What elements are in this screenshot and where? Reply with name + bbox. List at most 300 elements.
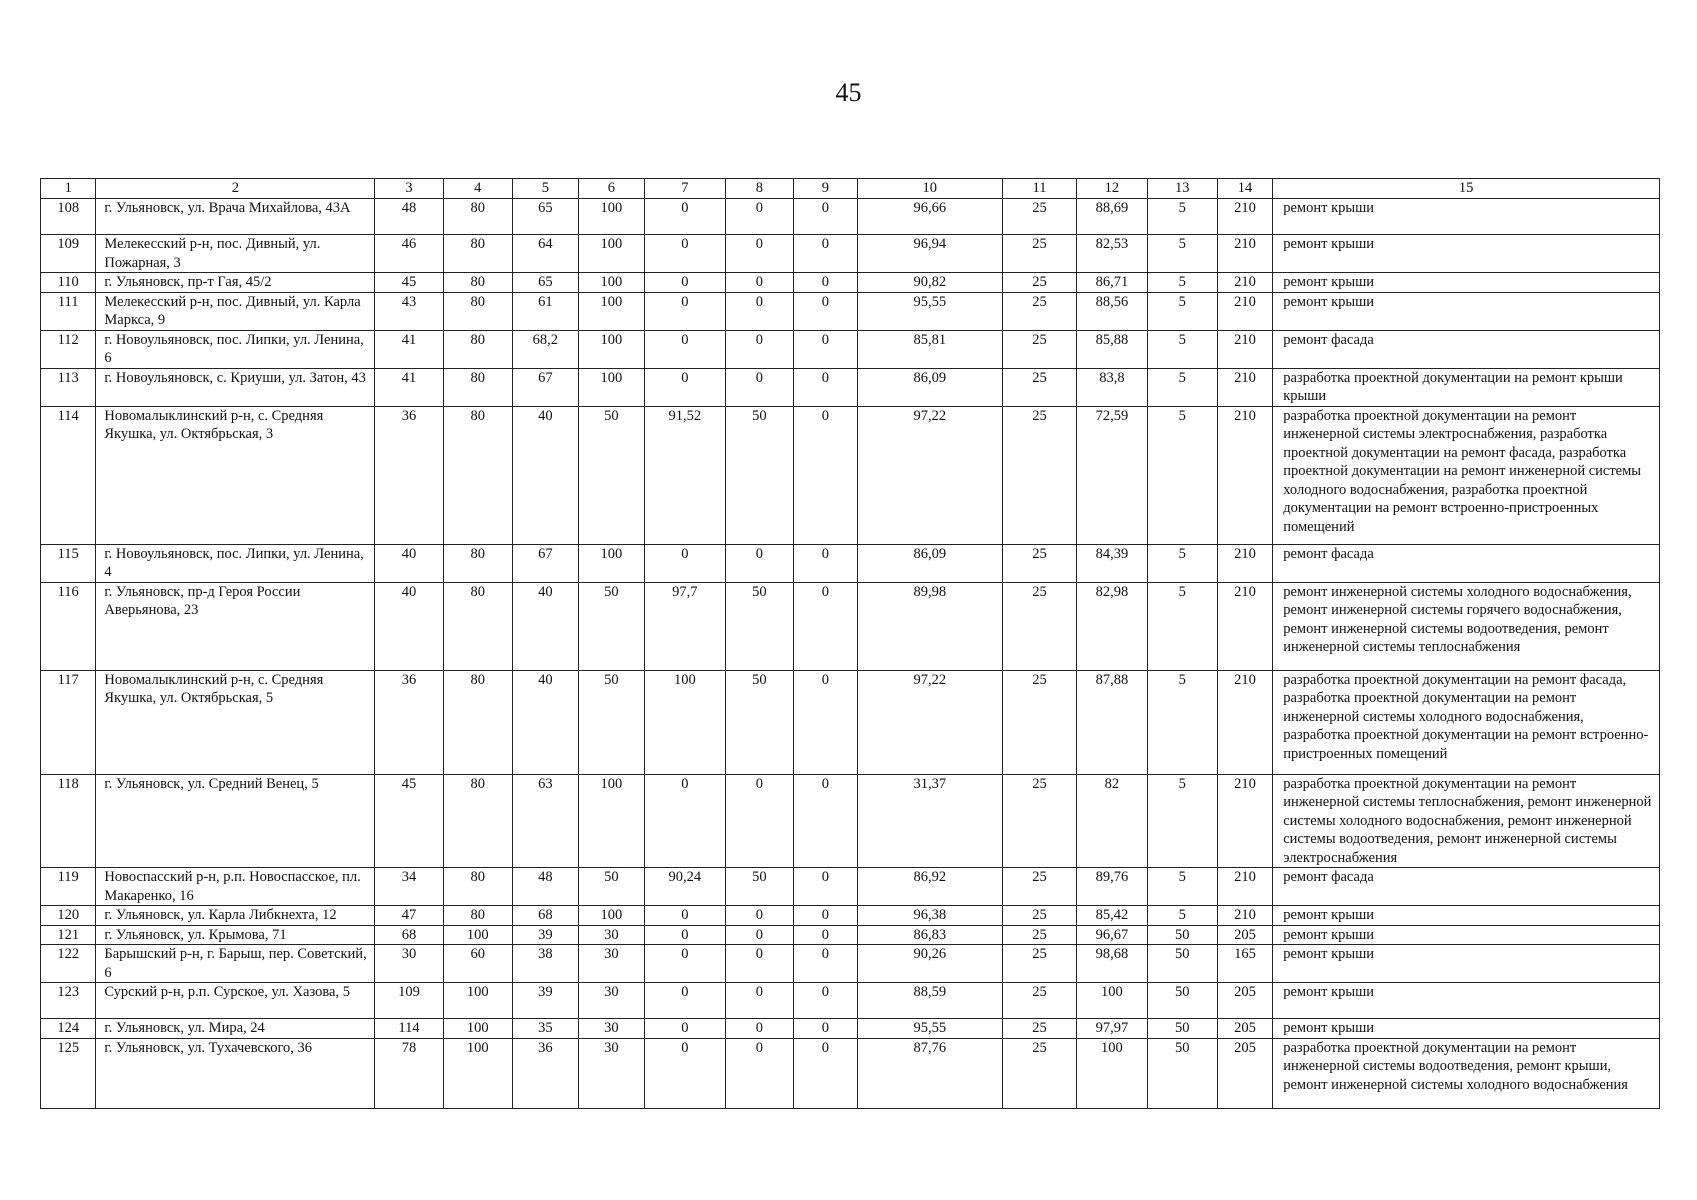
cell-c11: 25: [1002, 582, 1077, 670]
cell-c12: 82: [1077, 774, 1147, 868]
column-header-8: 8: [725, 179, 793, 199]
row-number-cell: 123: [41, 983, 96, 1019]
cell-c9: 0: [793, 544, 857, 582]
work-description-cell: ремонт фасада: [1273, 544, 1660, 582]
column-header-5: 5: [512, 179, 578, 199]
table-row: [41, 983, 1660, 1019]
address-cell: Сурский р-н, р.п. Сурское, ул. Хазова, 5: [96, 983, 375, 1019]
table-row: [41, 199, 1660, 235]
cell-c7: 0: [644, 199, 725, 235]
address-cell: г. Ульяновск, ул. Средний Венец, 5: [96, 774, 375, 868]
cell-c10: 96,94: [857, 235, 1002, 273]
cell-c11: 25: [1002, 292, 1077, 330]
cell-c5: 48: [512, 868, 578, 906]
cell-c12: 100: [1077, 983, 1147, 1019]
cell-c3: 43: [375, 292, 443, 330]
cell-c9: 0: [793, 199, 857, 235]
cell-c6: 100: [578, 273, 644, 293]
cell-c11: 25: [1002, 670, 1077, 774]
cell-c8: 0: [725, 368, 793, 406]
column-header-6: 6: [578, 179, 644, 199]
cell-c12: 82,98: [1077, 582, 1147, 670]
cell-c11: 25: [1002, 945, 1077, 983]
cell-c6: 30: [578, 1038, 644, 1108]
cell-c4: 80: [443, 906, 512, 926]
cell-c7: 0: [644, 774, 725, 868]
column-header-1: 1: [41, 179, 96, 199]
cell-c12: 88,69: [1077, 199, 1147, 235]
cell-c8: 0: [725, 273, 793, 293]
cell-c14: 210: [1217, 199, 1272, 235]
cell-c7: 91,52: [644, 406, 725, 544]
cell-c11: 25: [1002, 544, 1077, 582]
table-row: [41, 406, 1660, 544]
cell-c10: 86,09: [857, 544, 1002, 582]
cell-c4: 80: [443, 406, 512, 544]
page-number: 45: [835, 78, 862, 107]
cell-c8: 0: [725, 235, 793, 273]
cell-c9: 0: [793, 906, 857, 926]
cell-c4: 80: [443, 670, 512, 774]
address-cell: г. Новоульяновск, пос. Липки, ул. Ленина, 4: [96, 544, 375, 582]
cell-c14: 205: [1217, 1038, 1272, 1108]
row-number-cell: 110: [41, 273, 96, 293]
cell-c11: 25: [1002, 1038, 1077, 1108]
cell-c7: 0: [644, 983, 725, 1019]
cell-c8: 50: [725, 582, 793, 670]
cell-c4: 80: [443, 868, 512, 906]
cell-c12: 85,88: [1077, 330, 1147, 368]
cell-c5: 39: [512, 983, 578, 1019]
cell-c6: 100: [578, 235, 644, 273]
cell-c8: 50: [725, 868, 793, 906]
cell-c4: 80: [443, 235, 512, 273]
work-description-cell: ремонт крыши: [1273, 983, 1660, 1019]
cell-c14: 210: [1217, 774, 1272, 868]
cell-c3: 40: [375, 582, 443, 670]
cell-c3: 48: [375, 199, 443, 235]
cell-c6: 100: [578, 292, 644, 330]
cell-c12: 100: [1077, 1038, 1147, 1108]
cell-c3: 47: [375, 906, 443, 926]
cell-c14: 210: [1217, 273, 1272, 293]
cell-c12: 82,53: [1077, 235, 1147, 273]
cell-c11: 25: [1002, 925, 1077, 945]
cell-c8: 0: [725, 544, 793, 582]
table-row: [41, 235, 1660, 273]
cell-c14: 210: [1217, 544, 1272, 582]
table-row: [41, 868, 1660, 906]
row-number-cell: 119: [41, 868, 96, 906]
work-description-cell: ремонт крыши: [1273, 1019, 1660, 1039]
cell-c13: 5: [1147, 292, 1217, 330]
row-number-cell: 114: [41, 406, 96, 544]
cell-c13: 5: [1147, 330, 1217, 368]
cell-c9: 0: [793, 273, 857, 293]
cell-c5: 67: [512, 368, 578, 406]
table-row: [41, 582, 1660, 670]
address-cell: Новомалыклинский р-н, с. Средняя Якушка, ул. Октябрьская, 3: [96, 406, 375, 544]
column-header-10: 10: [857, 179, 1002, 199]
cell-c5: 35: [512, 1019, 578, 1039]
cell-c12: 96,67: [1077, 925, 1147, 945]
cell-c9: 0: [793, 774, 857, 868]
header-row: [41, 179, 1660, 199]
cell-c5: 63: [512, 774, 578, 868]
cell-c12: 86,71: [1077, 273, 1147, 293]
cell-c7: 0: [644, 906, 725, 926]
cell-c8: 0: [725, 925, 793, 945]
cell-c9: 0: [793, 368, 857, 406]
work-description-cell: разработка проектной документации на ремонт инженерной системы водоотведения, ремонт крыши, ремонт инженерной системы холодного водоснабжения: [1273, 1038, 1660, 1108]
cell-c4: 80: [443, 199, 512, 235]
cell-c10: 88,59: [857, 983, 1002, 1019]
cell-c7: 0: [644, 925, 725, 945]
cell-c9: 0: [793, 292, 857, 330]
table-row: [41, 670, 1660, 774]
cell-c8: 50: [725, 670, 793, 774]
cell-c5: 39: [512, 925, 578, 945]
cell-c7: 0: [644, 368, 725, 406]
cell-c5: 36: [512, 1038, 578, 1108]
work-description-cell: разработка проектной документации на ремонт инженерной системы теплоснабжения, ремонт инженерной системы холодного водоснабжения, ремонт инженерной системы водоотведения, ремонт инженерной системы электроснабжения: [1273, 774, 1660, 868]
cell-c5: 40: [512, 406, 578, 544]
table-row: [41, 273, 1660, 293]
work-description-cell: ремонт инженерной системы холодного водоснабжения, ремонт инженерной системы горячего водоснабжения, ремонт инженерной системы водоотведения, ремонт инженерной системы теплоснабжения: [1273, 582, 1660, 670]
work-description-cell: ремонт крыши: [1273, 906, 1660, 926]
cell-c13: 50: [1147, 945, 1217, 983]
cell-c8: 0: [725, 774, 793, 868]
address-cell: г. Ульяновск, ул. Врача Михайлова, 43А: [96, 199, 375, 235]
cell-c12: 72,59: [1077, 406, 1147, 544]
column-header-2: 2: [96, 179, 375, 199]
address-cell: г. Ульяновск, ул. Мира, 24: [96, 1019, 375, 1039]
cell-c14: 210: [1217, 368, 1272, 406]
cell-c10: 31,37: [857, 774, 1002, 868]
cell-c3: 114: [375, 1019, 443, 1039]
cell-c10: 96,66: [857, 199, 1002, 235]
cell-c6: 50: [578, 582, 644, 670]
cell-c10: 95,55: [857, 292, 1002, 330]
address-cell: г. Ульяновск, ул. Тухачевского, 36: [96, 1038, 375, 1108]
cell-c10: 97,22: [857, 670, 1002, 774]
cell-c10: 87,76: [857, 1038, 1002, 1108]
cell-c6: 30: [578, 945, 644, 983]
cell-c7: 97,7: [644, 582, 725, 670]
address-cell: г. Ульяновск, ул. Карла Либкнехта, 12: [96, 906, 375, 926]
work-description-cell: ремонт крыши: [1273, 235, 1660, 273]
address-cell: г. Новоульяновск, пос. Липки, ул. Ленина, 6: [96, 330, 375, 368]
cell-c6: 100: [578, 544, 644, 582]
cell-c13: 5: [1147, 582, 1217, 670]
row-number-cell: 124: [41, 1019, 96, 1039]
cell-c5: 68,2: [512, 330, 578, 368]
column-header-3: 3: [375, 179, 443, 199]
cell-c8: 50: [725, 406, 793, 544]
address-cell: г. Ульяновск, ул. Крымова, 71: [96, 925, 375, 945]
cell-c13: 5: [1147, 906, 1217, 926]
cell-c5: 67: [512, 544, 578, 582]
cell-c6: 100: [578, 906, 644, 926]
cell-c14: 210: [1217, 906, 1272, 926]
cell-c9: 0: [793, 582, 857, 670]
work-description-cell: разработка проектной документации на ремонт инженерной системы электроснабжения, разработка проектной документации на ремонт фасада, разработка проектной документации на ремонт инженерной системы холодного водоснабжения, разработка проектной документации на ремонт встроенно-пристроенных помещений: [1273, 406, 1660, 544]
cell-c8: 0: [725, 330, 793, 368]
cell-c10: 90,26: [857, 945, 1002, 983]
cell-c13: 50: [1147, 983, 1217, 1019]
data-table: [40, 178, 1660, 1109]
row-number-cell: 113: [41, 368, 96, 406]
cell-c13: 5: [1147, 199, 1217, 235]
cell-c4: 80: [443, 292, 512, 330]
cell-c4: 100: [443, 1038, 512, 1108]
address-cell: г. Ульяновск, пр-д Героя России Аверьянова, 23: [96, 582, 375, 670]
cell-c11: 25: [1002, 868, 1077, 906]
column-header-14: 14: [1217, 179, 1272, 199]
work-description-cell: ремонт крыши: [1273, 945, 1660, 983]
cell-c12: 83,8: [1077, 368, 1147, 406]
cell-c3: 40: [375, 544, 443, 582]
cell-c11: 25: [1002, 983, 1077, 1019]
cell-c10: 90,82: [857, 273, 1002, 293]
cell-c4: 80: [443, 582, 512, 670]
cell-c5: 68: [512, 906, 578, 926]
table-row: [41, 368, 1660, 406]
row-number-cell: 117: [41, 670, 96, 774]
cell-c5: 38: [512, 945, 578, 983]
cell-c12: 87,88: [1077, 670, 1147, 774]
cell-c12: 88,56: [1077, 292, 1147, 330]
cell-c11: 25: [1002, 330, 1077, 368]
column-header-4: 4: [443, 179, 512, 199]
work-description-cell: ремонт фасада: [1273, 868, 1660, 906]
cell-c9: 0: [793, 670, 857, 774]
cell-c12: 89,76: [1077, 868, 1147, 906]
cell-c7: 0: [644, 1038, 725, 1108]
cell-c4: 80: [443, 330, 512, 368]
cell-c13: 5: [1147, 868, 1217, 906]
cell-c10: 97,22: [857, 406, 1002, 544]
cell-c9: 0: [793, 1038, 857, 1108]
cell-c10: 86,92: [857, 868, 1002, 906]
cell-c9: 0: [793, 235, 857, 273]
work-description-cell: ремонт фасада: [1273, 330, 1660, 368]
work-description-cell: разработка проектной документации на ремонт фасада, разработка проектной документации на ремонт инженерной системы холодного водоснабжения, разработка проектной документации на ремонт встроенно-пристроенных помещений: [1273, 670, 1660, 774]
cell-c10: 86,09: [857, 368, 1002, 406]
cell-c11: 25: [1002, 906, 1077, 926]
cell-c4: 100: [443, 1019, 512, 1039]
cell-c8: 0: [725, 199, 793, 235]
cell-c13: 5: [1147, 544, 1217, 582]
row-number-cell: 112: [41, 330, 96, 368]
cell-c9: 0: [793, 1019, 857, 1039]
work-description-cell: разработка проектной документации на ремонт крыши крыши: [1273, 368, 1660, 406]
cell-c4: 60: [443, 945, 512, 983]
row-number-cell: 116: [41, 582, 96, 670]
data-table-container: [40, 178, 1660, 1109]
cell-c11: 25: [1002, 235, 1077, 273]
work-description-cell: ремонт крыши: [1273, 292, 1660, 330]
address-cell: Мелекесский р-н, пос. Дивный, ул. Пожарная, 3: [96, 235, 375, 273]
cell-c8: 0: [725, 1019, 793, 1039]
address-cell: Мелекесский р-н, пос. Дивный, ул. Карла Маркса, 9: [96, 292, 375, 330]
cell-c5: 40: [512, 670, 578, 774]
cell-c5: 65: [512, 199, 578, 235]
cell-c13: 5: [1147, 368, 1217, 406]
cell-c14: 205: [1217, 925, 1272, 945]
cell-c6: 30: [578, 1019, 644, 1039]
cell-c13: 5: [1147, 235, 1217, 273]
work-description-cell: ремонт крыши: [1273, 925, 1660, 945]
column-header-9: 9: [793, 179, 857, 199]
cell-c9: 0: [793, 983, 857, 1019]
cell-c4: 80: [443, 544, 512, 582]
column-header-12: 12: [1077, 179, 1147, 199]
table-body: [41, 199, 1660, 1109]
cell-c6: 30: [578, 925, 644, 945]
cell-c9: 0: [793, 406, 857, 544]
address-cell: Новомалыклинский р-н, с. Средняя Якушка, ул. Октябрьская, 5: [96, 670, 375, 774]
table-row: [41, 1038, 1660, 1108]
cell-c3: 36: [375, 406, 443, 544]
cell-c7: 90,24: [644, 868, 725, 906]
cell-c7: 100: [644, 670, 725, 774]
cell-c6: 100: [578, 330, 644, 368]
table-row: [41, 774, 1660, 868]
cell-c10: 96,38: [857, 906, 1002, 926]
address-cell: г. Ульяновск, пр-т Гая, 45/2: [96, 273, 375, 293]
cell-c8: 0: [725, 1038, 793, 1108]
cell-c7: 0: [644, 273, 725, 293]
row-number-cell: 125: [41, 1038, 96, 1108]
cell-c3: 68: [375, 925, 443, 945]
table-row: [41, 544, 1660, 582]
cell-c11: 25: [1002, 774, 1077, 868]
cell-c3: 41: [375, 368, 443, 406]
table-row: [41, 925, 1660, 945]
table-row: [41, 945, 1660, 983]
work-description-cell: ремонт крыши: [1273, 273, 1660, 293]
cell-c7: 0: [644, 945, 725, 983]
cell-c4: 80: [443, 774, 512, 868]
cell-c14: 205: [1217, 1019, 1272, 1039]
work-description-cell: ремонт крыши: [1273, 199, 1660, 235]
cell-c3: 36: [375, 670, 443, 774]
table-row: [41, 906, 1660, 926]
column-header-11: 11: [1002, 179, 1077, 199]
cell-c3: 45: [375, 273, 443, 293]
cell-c6: 50: [578, 868, 644, 906]
cell-c12: 97,97: [1077, 1019, 1147, 1039]
cell-c12: 85,42: [1077, 906, 1147, 926]
cell-c6: 100: [578, 199, 644, 235]
cell-c11: 25: [1002, 406, 1077, 544]
cell-c13: 50: [1147, 1038, 1217, 1108]
cell-c14: 205: [1217, 983, 1272, 1019]
cell-c9: 0: [793, 330, 857, 368]
cell-c9: 0: [793, 868, 857, 906]
row-number-cell: 120: [41, 906, 96, 926]
cell-c14: 210: [1217, 582, 1272, 670]
column-header-7: 7: [644, 179, 725, 199]
cell-c6: 50: [578, 670, 644, 774]
cell-c5: 40: [512, 582, 578, 670]
cell-c3: 78: [375, 1038, 443, 1108]
address-cell: г. Новоульяновск, с. Криуши, ул. Затон, 43: [96, 368, 375, 406]
cell-c10: 86,83: [857, 925, 1002, 945]
cell-c8: 0: [725, 292, 793, 330]
cell-c3: 30: [375, 945, 443, 983]
cell-c7: 0: [644, 292, 725, 330]
cell-c13: 5: [1147, 670, 1217, 774]
cell-c10: 89,98: [857, 582, 1002, 670]
column-header-15: 15: [1273, 179, 1660, 199]
cell-c14: 210: [1217, 670, 1272, 774]
cell-c3: 41: [375, 330, 443, 368]
cell-c14: 210: [1217, 868, 1272, 906]
cell-c14: 210: [1217, 235, 1272, 273]
cell-c12: 84,39: [1077, 544, 1147, 582]
table-row: [41, 1019, 1660, 1039]
cell-c10: 95,55: [857, 1019, 1002, 1039]
row-number-cell: 122: [41, 945, 96, 983]
cell-c7: 0: [644, 330, 725, 368]
cell-c10: 85,81: [857, 330, 1002, 368]
row-number-cell: 111: [41, 292, 96, 330]
cell-c8: 0: [725, 906, 793, 926]
column-header-13: 13: [1147, 179, 1217, 199]
address-cell: Новоспасский р-н, р.п. Новоспасское, пл. Макаренко, 16: [96, 868, 375, 906]
cell-c14: 210: [1217, 330, 1272, 368]
cell-c13: 50: [1147, 925, 1217, 945]
cell-c11: 25: [1002, 273, 1077, 293]
row-number-cell: 121: [41, 925, 96, 945]
cell-c9: 0: [793, 925, 857, 945]
cell-c4: 100: [443, 925, 512, 945]
cell-c6: 30: [578, 983, 644, 1019]
row-number-cell: 115: [41, 544, 96, 582]
cell-c3: 45: [375, 774, 443, 868]
cell-c5: 64: [512, 235, 578, 273]
row-number-cell: 118: [41, 774, 96, 868]
cell-c11: 25: [1002, 368, 1077, 406]
cell-c4: 80: [443, 273, 512, 293]
cell-c7: 0: [644, 235, 725, 273]
address-cell: Барышский р-н, г. Барыш, пер. Советский, 6: [96, 945, 375, 983]
cell-c5: 65: [512, 273, 578, 293]
cell-c13: 5: [1147, 406, 1217, 544]
cell-c13: 50: [1147, 1019, 1217, 1039]
cell-c3: 34: [375, 868, 443, 906]
cell-c11: 25: [1002, 1019, 1077, 1039]
cell-c13: 5: [1147, 273, 1217, 293]
cell-c4: 100: [443, 983, 512, 1019]
cell-c8: 0: [725, 945, 793, 983]
cell-c9: 0: [793, 945, 857, 983]
cell-c6: 50: [578, 406, 644, 544]
cell-c6: 100: [578, 368, 644, 406]
cell-c14: 210: [1217, 292, 1272, 330]
cell-c12: 98,68: [1077, 945, 1147, 983]
cell-c8: 0: [725, 983, 793, 1019]
cell-c6: 100: [578, 774, 644, 868]
row-number-cell: 108: [41, 199, 96, 235]
cell-c7: 0: [644, 544, 725, 582]
cell-c11: 25: [1002, 199, 1077, 235]
cell-c5: 61: [512, 292, 578, 330]
cell-c13: 5: [1147, 774, 1217, 868]
row-number-cell: 109: [41, 235, 96, 273]
